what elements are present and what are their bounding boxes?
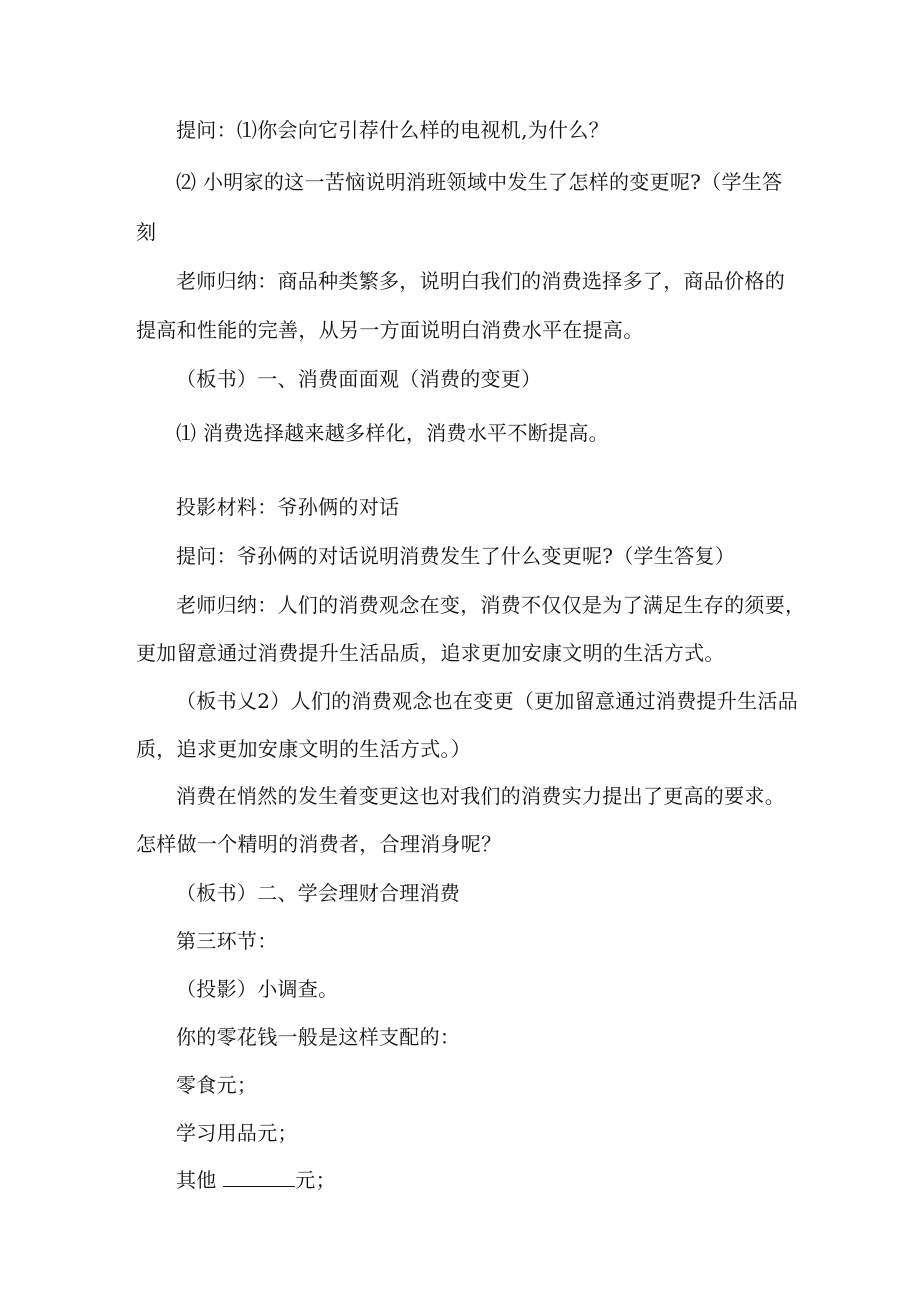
paragraph-line-7: ⑴ 消费选择越来越多样化，消费水平不断提高。 xyxy=(176,421,609,445)
other-label: 其他 xyxy=(176,1168,217,1192)
fill-in-blank xyxy=(223,1168,295,1187)
paragraph-line-2: ⑵ 小明家的这一苦恼说明消班领域中发生了怎样的变更呢?（学生答 xyxy=(176,170,783,194)
paragraph-line-19: 你的零花钱一般是这样支配的： xyxy=(176,1025,461,1049)
paragraph-line-8: 投影材料：爷孙俩的对话 xyxy=(176,495,400,519)
paragraph-line-17: 第三环节： xyxy=(176,929,278,953)
paragraph-line-20: 零食元； xyxy=(176,1073,258,1097)
paragraph-line-6: （板书）一、消费面面观（消费的变更） xyxy=(176,367,542,391)
paragraph-line-22 xyxy=(176,1168,336,1192)
paragraph-line-9: 提问：爷孙俩的对话说明消费发生了什么变更呢?（学生答复） xyxy=(176,544,736,568)
yuan-label: 元； xyxy=(295,1168,336,1192)
paragraph-line-14: 消费在悄然的发生着变更这也对我们的消费实力提出了更高的要求。 xyxy=(176,784,785,808)
paragraph-line-1: 提问：⑴你会向它引荐什么样的电视机,为什么？ xyxy=(176,118,609,142)
paragraph-line-5: 提高和性能的完善，从另一方面说明白消费水平在提高。 xyxy=(136,318,644,342)
paragraph-line-16: （板书）二、学会理财合理消费 xyxy=(176,881,461,905)
paragraph-line-18: （投影）小调查。 xyxy=(176,977,339,1001)
paragraph-line-21: 学习用品元； xyxy=(176,1121,298,1145)
paragraph-line-15: 怎样做一个精明的消费者，合理消身呢？ xyxy=(136,832,502,856)
paragraph-line-4: 老师归纳：商品种类繁多，说明白我们的消费选择多了，商品价格的 xyxy=(176,269,785,293)
paragraph-line-10: 老师归纳：人们的消费观念在变，消费不仅仅是为了满足生存的须要， xyxy=(176,593,806,617)
paragraph-line-3: 刻 xyxy=(136,220,157,244)
paragraph-line-13: 质，追求更加安康文明的生活方式。） xyxy=(136,737,472,761)
paragraph-line-11: 更加留意通过消费提升生活品质，追求更加安康文明的生活方式。 xyxy=(136,641,725,665)
paragraph-line-12: （板书乂2）人们的消费观念也在变更（更加留意通过消费提升生活品 xyxy=(176,689,799,713)
